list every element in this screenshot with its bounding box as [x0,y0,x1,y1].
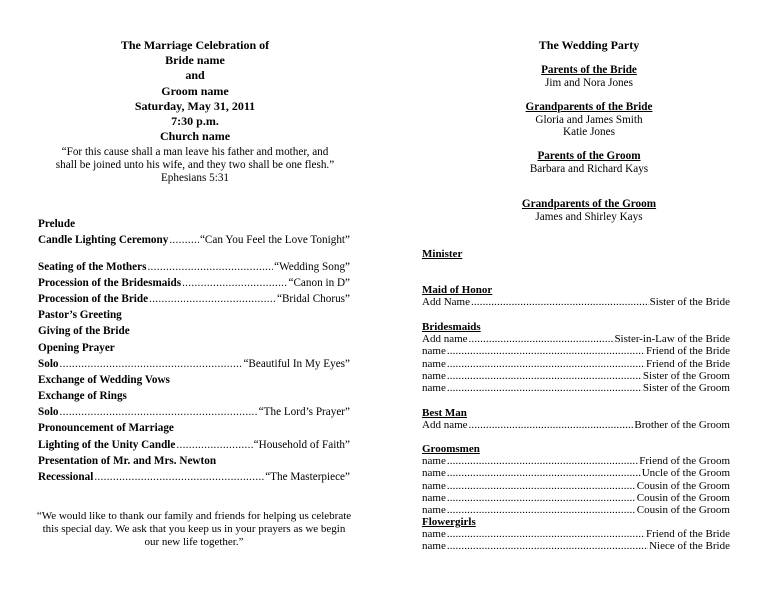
program-item [38,321,350,337]
party-member-row [422,296,730,308]
group-name: Barbara and Richard Kays [529,162,649,175]
member-role: Cousin of the Groom [636,491,730,504]
program-item [38,230,350,246]
party-member-row [422,467,730,479]
member-role: Sister of the Bride [649,296,730,309]
member-name: name [422,467,446,480]
member-role: Sister of the Groom [642,369,730,382]
dot-leader [176,439,252,451]
party-member-row [422,540,730,552]
member-role: Cousin of the Groom [636,479,730,492]
dot-leader [447,345,645,357]
title-line: Bride name [165,53,225,68]
dot-leader [94,471,264,483]
dot-leader [447,358,645,370]
member-name: name [422,345,446,358]
wedding-party-title: The Wedding Party [538,38,640,52]
member-role: Sister-in-Law of the Bride [614,333,730,346]
program-item-name: Seating of the Mothers [38,260,147,273]
title-line: Groom name [161,83,229,98]
dot-leader [447,504,636,516]
party-member-row [422,345,730,357]
title-line: 7:30 p.m. [171,114,219,129]
program-item [38,337,350,353]
program-item-song: “Household of Faith” [253,438,350,451]
program-item [38,418,350,434]
dot-leader [447,492,636,504]
member-name: name [422,479,446,492]
party-member-row [422,528,730,540]
section-heading: Best Man [422,407,467,419]
program-item [38,402,350,418]
party-member-row [422,480,730,492]
program-item-name: Prelude [38,218,76,231]
program-item-name: Solo [38,406,59,419]
party-member-row [422,492,730,504]
member-name: name [422,528,446,541]
program-item-name: Procession of the Bride [38,292,149,305]
section-heading: Flowergirls [422,516,476,528]
order-of-service [38,214,350,483]
program-item-name: Exchange of Wedding Vows [38,373,170,386]
member-name: name [422,455,446,468]
member-role: Friend of the Bride [645,345,730,358]
program-item [38,273,350,289]
program-item-name: Presentation of Mr. and Mrs. Newton [38,454,217,467]
program-item-name: Giving of the Bride [38,325,130,338]
party-member-row [422,333,730,345]
dot-leader [447,370,642,382]
program-item-name: Pronouncement of Marriage [38,422,174,435]
member-role: Friend of the Bride [645,528,730,541]
dot-leader [182,277,287,289]
dot-leader [169,234,199,246]
member-name: name [422,504,446,517]
member-name: name [422,357,446,370]
program-item-song: “Canon in D” [288,276,350,289]
program-item [38,289,350,305]
verse-line: “For this cause shall a man leave his father and mother, and [61,146,329,158]
title-line: Saturday, May 31, 2011 [134,98,256,113]
program-item-song: “The Masterpiece” [265,471,350,483]
member-name: name [422,369,446,382]
thanks-line: this special day. We ask that you keep us in your prayers as we begin [42,523,346,535]
program-item [38,305,350,321]
grandparents-of-groom-group [464,198,714,223]
wedding-party-right-page [384,0,768,593]
section-heading: Bridesmaids [422,321,481,333]
member-role: Sister of the Groom [642,382,730,395]
program-item [38,451,350,467]
member-name: name [422,540,446,553]
group-name: Katie Jones [563,126,615,138]
thanks-line: “We would like to thank our family and friends for helping us celebrate [36,510,352,522]
dot-leader [149,293,276,305]
dot-leader [469,333,614,345]
program-item [38,467,350,483]
program-item [38,386,350,402]
dot-leader [469,419,634,431]
group-name: Jim and Nora Jones [545,76,633,89]
program-item-name: Exchange of Rings [38,390,127,403]
dot-leader [147,261,273,273]
member-name: Add Name [422,296,470,309]
thank-you-note [34,510,354,549]
member-role: Uncle of the Groom [641,467,730,480]
dot-leader [447,540,648,552]
parents-of-bride-group [464,64,714,89]
program-item-name: Recessional [38,471,94,483]
program-item-song: “Can You Feel the Love Tonight” [199,234,350,247]
ceremony-title-block [40,38,350,144]
best-man-section [422,407,730,431]
program-item-song: “Bridal Chorus” [276,292,350,305]
program-item-name: Pastor’s Greeting [38,309,122,322]
flowergirls-section [422,516,730,553]
group-name: James and Shirley Kays [535,210,643,223]
party-member-row [422,455,730,467]
thanks-line: our new life together.” [144,536,244,548]
program-item [38,434,350,450]
program-item-name: Solo [38,357,59,370]
program-item [38,370,350,386]
maid-of-honor-section [422,284,730,308]
group-heading: Parents of the Bride [541,64,637,76]
member-name: Add name [422,333,468,346]
scripture-verse [40,146,350,185]
minister-heading: Minister [422,248,463,260]
title-line: The Marriage Celebration of [120,38,270,52]
program-item-song: “The Lord’s Prayer” [258,406,350,419]
member-role: Friend of the Groom [639,455,730,468]
title-line: and [185,68,205,83]
party-member-row [422,382,730,394]
title-line: Church name [159,129,231,144]
program-item-song: “Wedding Song” [274,260,350,273]
party-member-row [422,419,730,431]
program-item-name: Lighting of the Unity Candle [38,438,176,451]
dot-leader [447,528,645,540]
program-item [38,214,350,230]
dot-leader [60,406,258,418]
member-name: name [422,382,446,395]
party-member-row [422,370,730,382]
program-item-name: Procession of the Bridesmaids [38,276,182,289]
dot-leader [471,296,649,308]
member-role: Brother of the Groom [634,419,730,432]
program-item-name: Candle Lighting Ceremony [38,234,169,247]
program-item [38,256,350,272]
grandparents-of-bride-group [464,101,714,139]
bridesmaids-section [422,321,730,394]
member-role: Cousin of the Groom [636,504,730,517]
dot-leader [447,467,641,479]
party-member-row [422,504,730,516]
member-name: name [422,491,446,504]
group-name: Gloria and James Smith [535,113,643,126]
dot-leader [447,480,636,492]
verse-reference: Ephesians 5:31 [160,172,230,184]
program-item [38,354,350,370]
section-heading: Groomsmen [422,443,480,455]
program-item-name: Opening Prayer [38,341,115,354]
dot-leader [447,455,638,467]
program-item-song: “Beautiful In My Eyes” [243,357,350,370]
groomsmen-section [422,443,730,516]
member-role: Friend of the Bride [645,357,730,370]
dot-leader [60,358,243,370]
member-role: Niece of the Bride [649,540,730,553]
party-member-row [422,358,730,370]
member-name: Add name [422,419,468,432]
section-heading: Maid of Honor [422,284,493,296]
group-heading: Grandparents of the Groom [521,198,657,210]
verse-line: shall be joined unto his wife, and they two shall be one flesh.” [55,159,335,171]
group-heading: Parents of the Groom [537,150,641,162]
group-heading: Grandparents of the Bride [525,101,653,113]
parents-of-groom-group [464,150,714,175]
minister-section [422,248,730,260]
dot-leader [447,382,642,394]
